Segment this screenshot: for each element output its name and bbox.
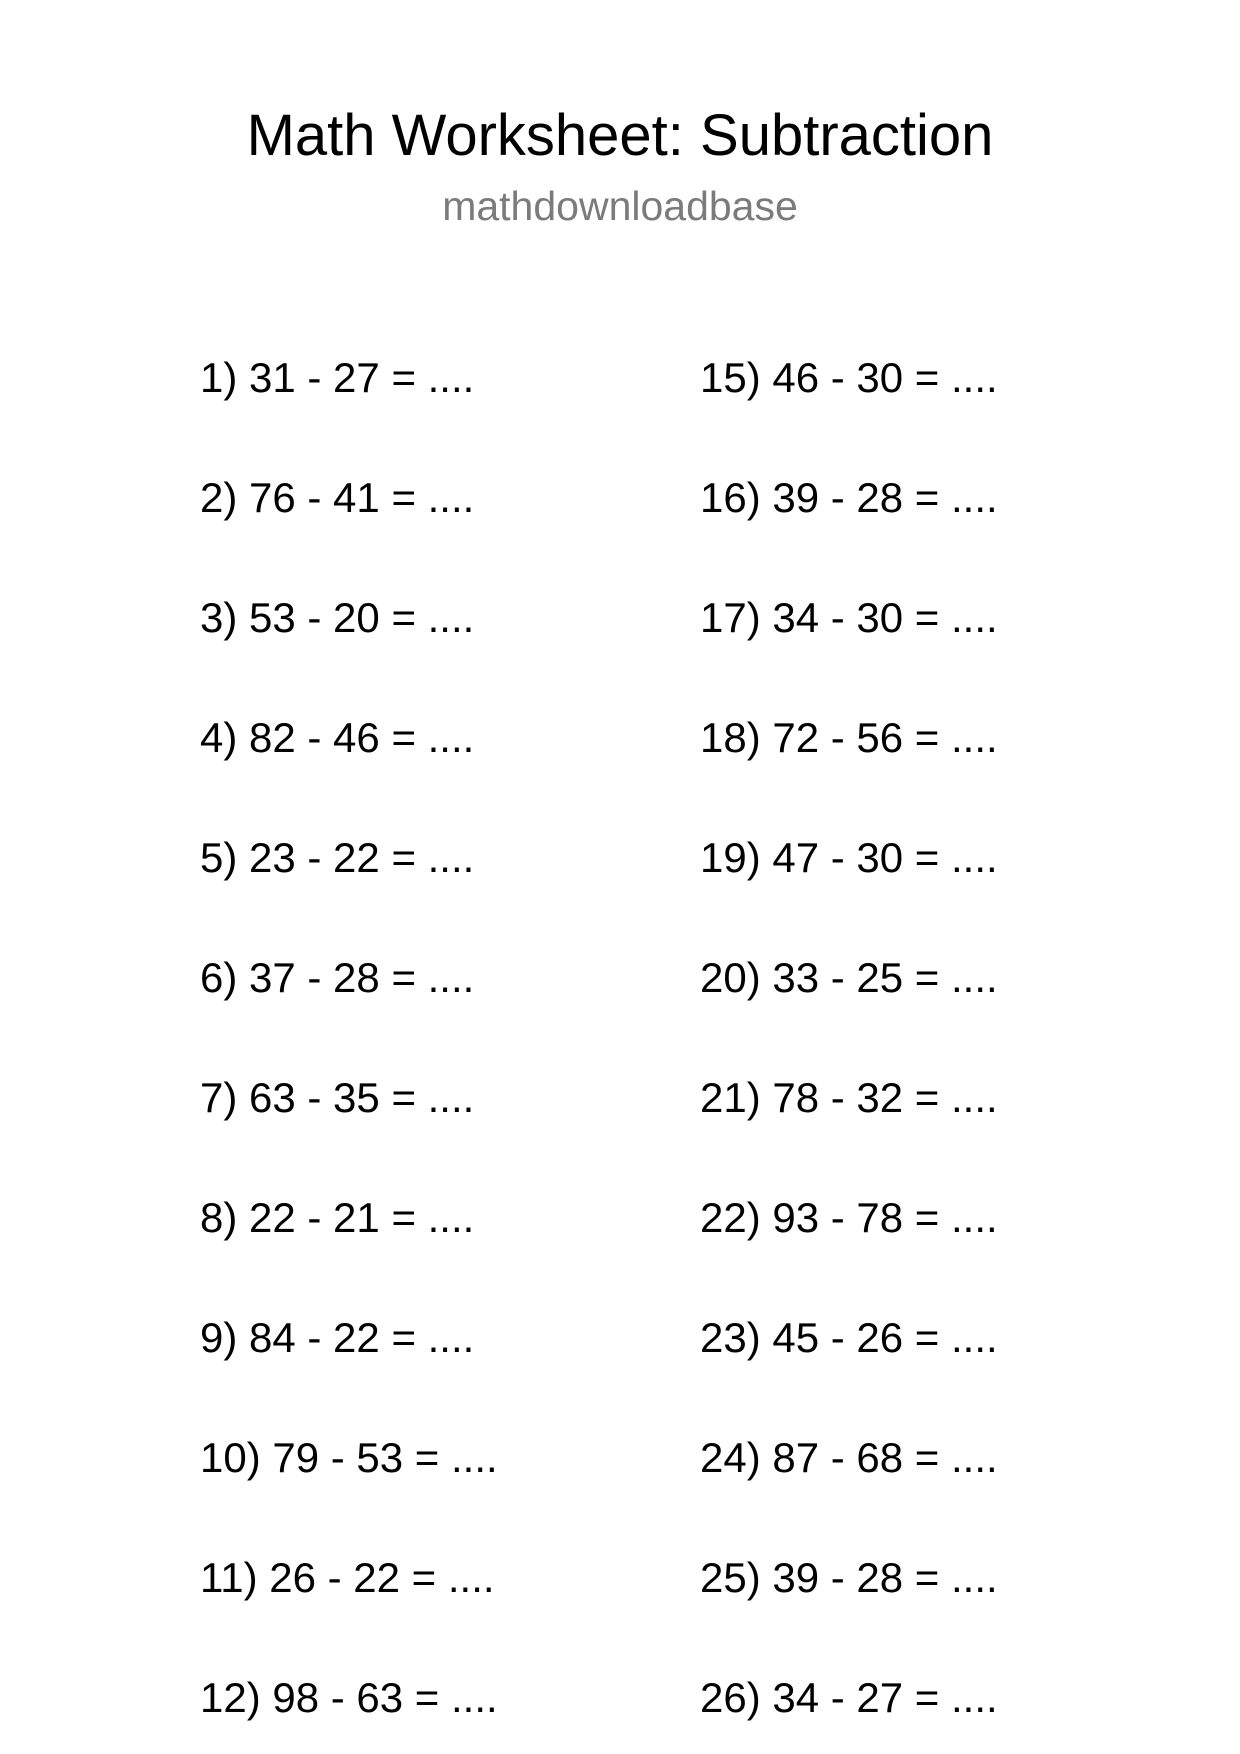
problem-item: 3) 53 - 20 = .... bbox=[200, 594, 475, 641]
problem-item: 20) 33 - 25 = .... bbox=[700, 954, 998, 1001]
problem-item: 12) 98 - 63 = .... bbox=[200, 1674, 498, 1721]
problem-item: 5) 23 - 22 = .... bbox=[200, 834, 475, 881]
problem-item: 21) 78 - 32 = .... bbox=[700, 1074, 998, 1121]
problem-item: 17) 34 - 30 = .... bbox=[700, 594, 998, 641]
problem-item: 18) 72 - 56 = .... bbox=[700, 714, 998, 761]
problem-item: 23) 45 - 26 = .... bbox=[700, 1314, 998, 1361]
problem-item: 4) 82 - 46 = .... bbox=[200, 714, 475, 761]
problem-item: 26) 34 - 27 = .... bbox=[700, 1674, 998, 1721]
problem-item: 1) 31 - 27 = .... bbox=[200, 354, 475, 401]
problem-item: 15) 46 - 30 = .... bbox=[700, 354, 998, 401]
problem-item: 6) 37 - 28 = .... bbox=[200, 954, 475, 1001]
problem-item: 9) 84 - 22 = .... bbox=[200, 1314, 475, 1361]
problem-item: 19) 47 - 30 = .... bbox=[700, 834, 998, 881]
problem-item: 24) 87 - 68 = .... bbox=[700, 1434, 998, 1481]
page-subtitle: mathdownloadbase bbox=[442, 183, 798, 229]
problem-item: 8) 22 - 21 = .... bbox=[200, 1194, 475, 1241]
problem-item: 25) 39 - 28 = .... bbox=[700, 1554, 998, 1601]
problem-item: 22) 93 - 78 = .... bbox=[700, 1194, 998, 1241]
problem-item: 7) 63 - 35 = .... bbox=[200, 1074, 475, 1121]
problem-item: 2) 76 - 41 = .... bbox=[200, 474, 475, 521]
page-title: Math Worksheet: Subtraction bbox=[246, 103, 994, 168]
problem-item: 10) 79 - 53 = .... bbox=[200, 1434, 498, 1481]
problem-item: 16) 39 - 28 = .... bbox=[700, 474, 998, 521]
problem-item: 11) 26 - 22 = .... bbox=[200, 1554, 495, 1601]
